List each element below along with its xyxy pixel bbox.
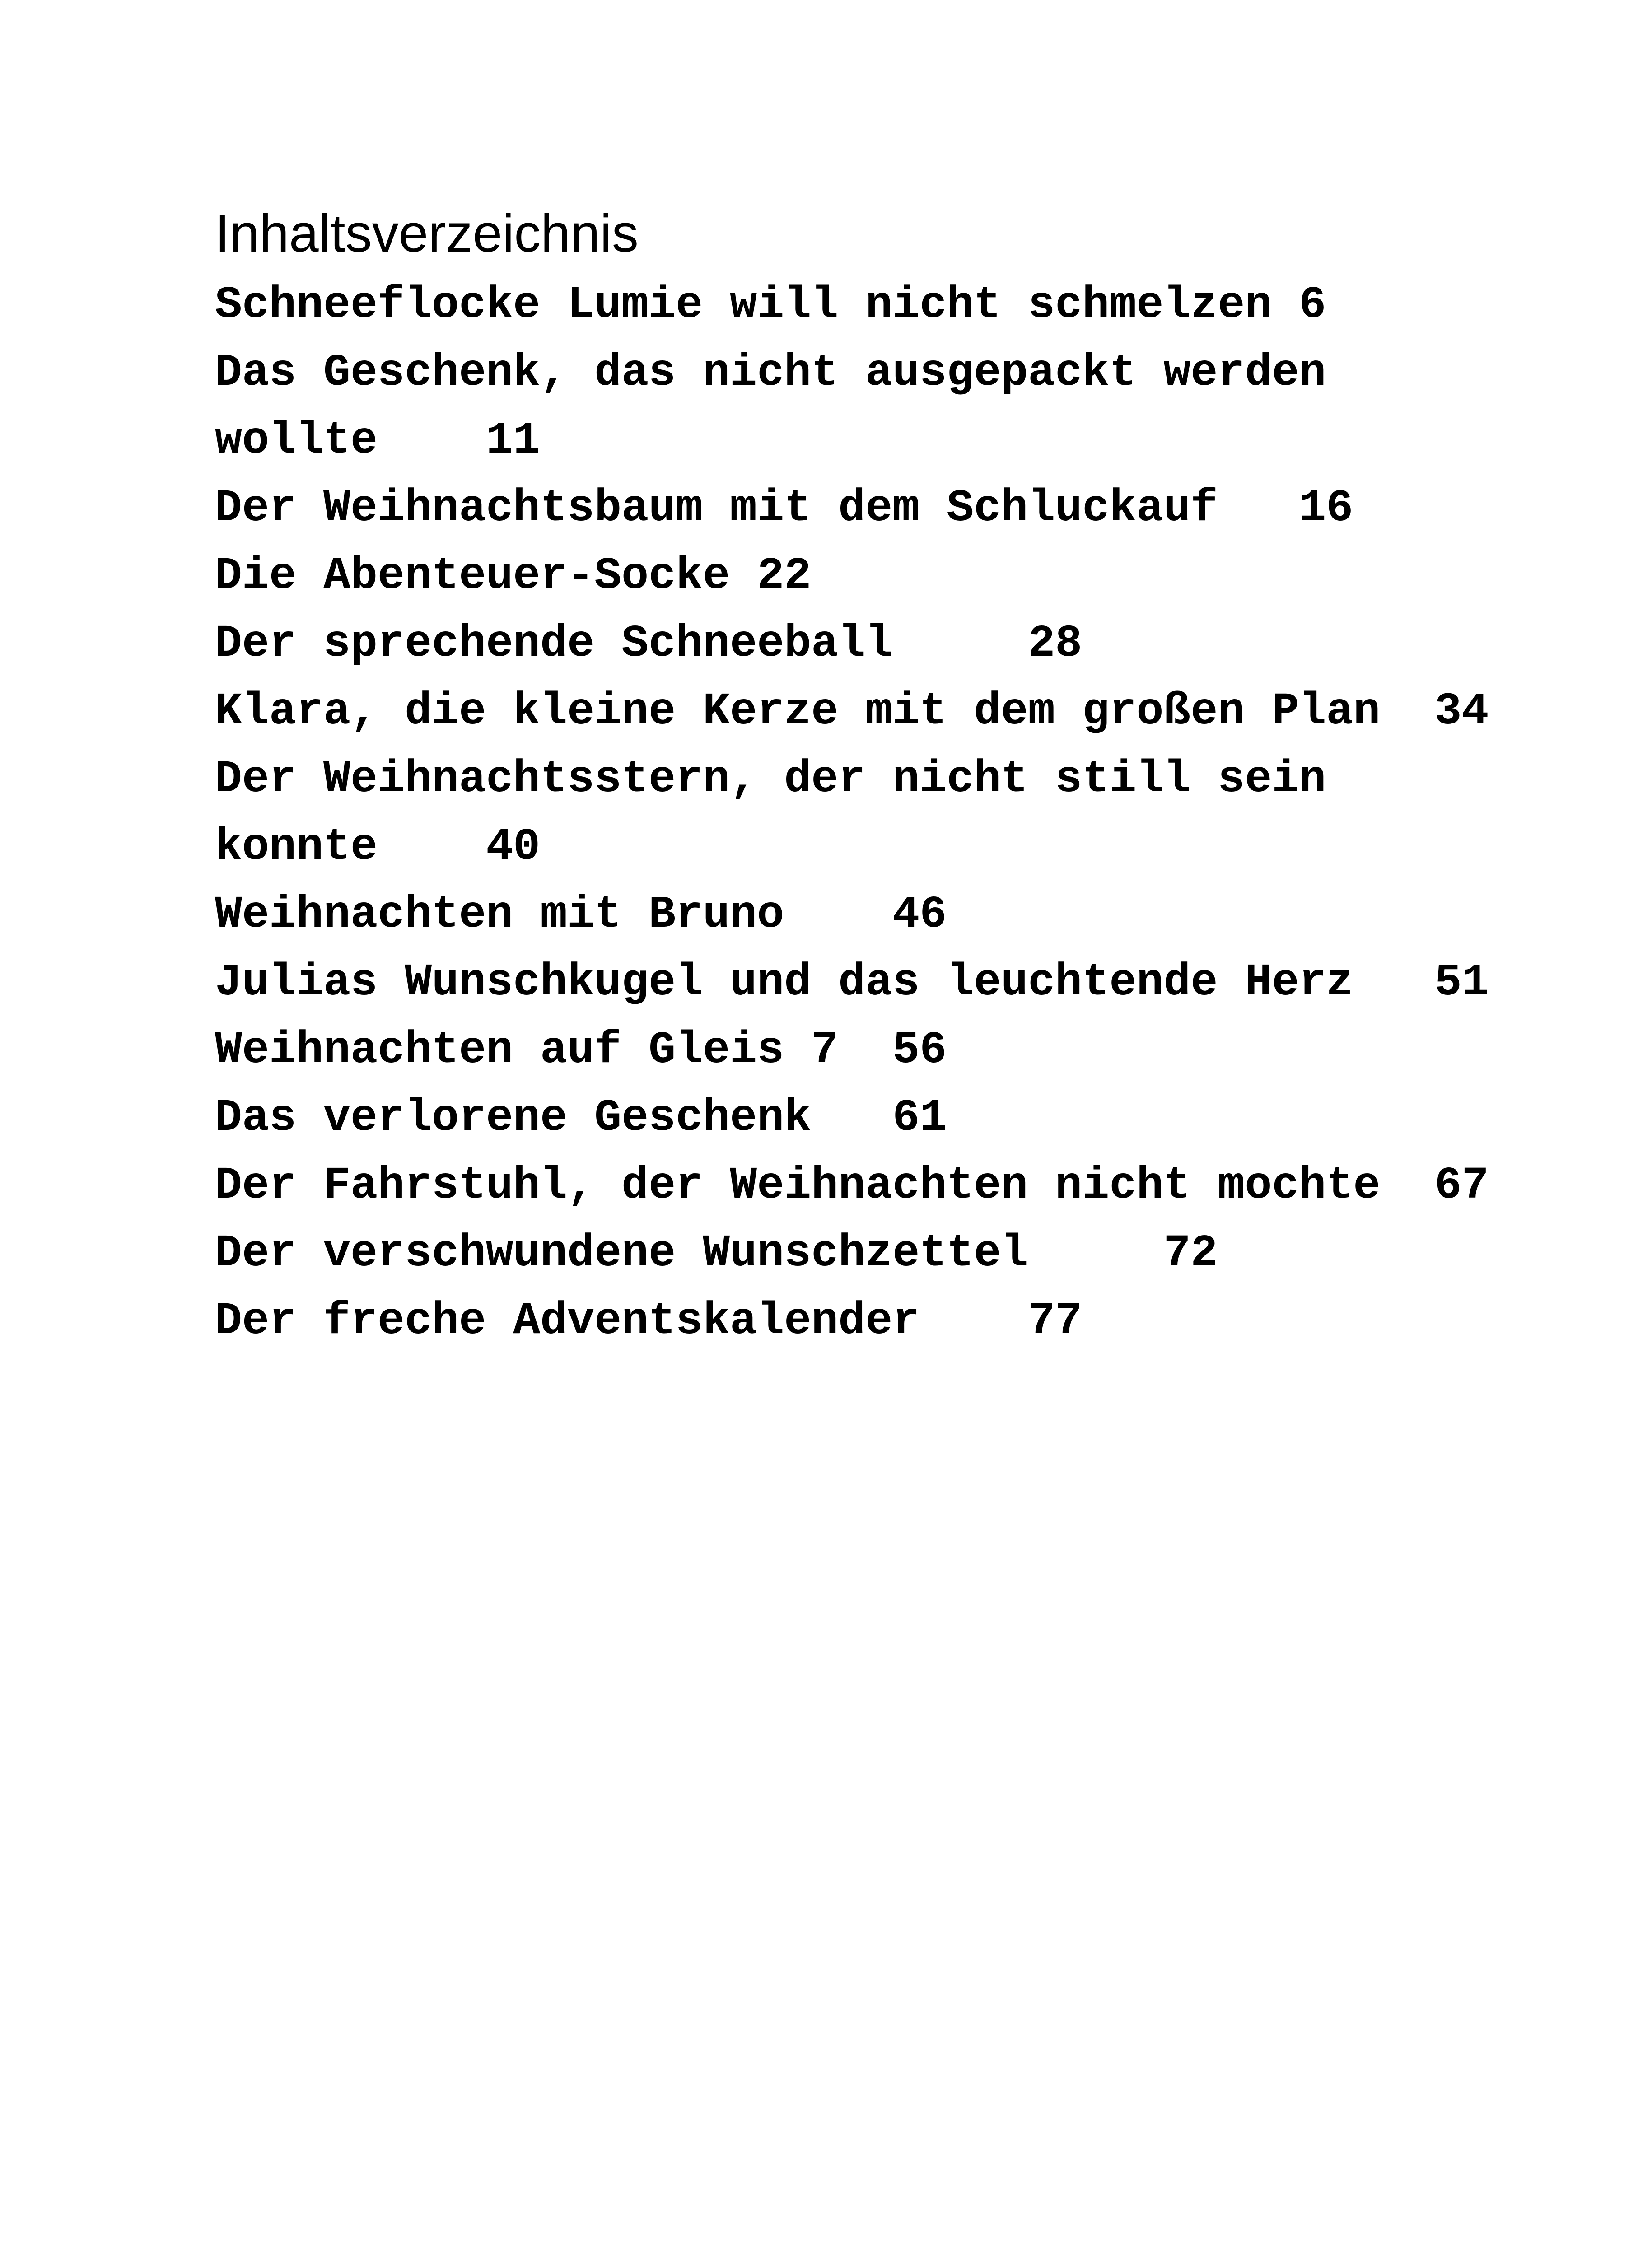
toc-entry-line: Weihnachten mit Bruno 46 <box>215 890 947 941</box>
toc-entry-line: Die Abenteuer-Socke 22 <box>215 551 812 602</box>
toc-entry-line: konnte 40 <box>215 822 541 873</box>
toc-entry-line: Der sprechende Schneeball 28 <box>215 619 1083 670</box>
toc-entry-line: Der verschwundene Wunschzettel 72 <box>215 1228 1218 1279</box>
toc-entry-line: Das Geschenk, das nicht ausgepackt werden <box>215 348 1326 399</box>
toc-heading: Inhaltsverzeichnis <box>215 204 639 263</box>
toc-list <box>215 272 1570 1356</box>
toc-entry-line: Schneeflocke Lumie will nicht schmelzen 6 <box>215 280 1326 331</box>
toc-entry-line: Klara, die kleine Kerze mit dem großen Plan 34 <box>215 686 1489 737</box>
toc-entry-line: Julias Wunschkugel und das leuchtende Herz 51 <box>215 957 1489 1008</box>
toc-entry-line: Weihnachten auf Gleis 7 56 <box>215 1025 947 1076</box>
toc-entry-line: Das verlorene Geschenk 61 <box>215 1093 947 1144</box>
toc-entry-line: Der Weihnachtsstern, der nicht still sein <box>215 754 1326 805</box>
toc-entry-line: Der Weihnachtsbaum mit dem Schluckauf 16 <box>215 483 1353 534</box>
toc-entry-line: Der Fahrstuhl, der Weihnachten nicht mochte 67 <box>215 1161 1489 1212</box>
toc-entry-line: wollte 11 <box>215 415 541 467</box>
toc-entry-line: Der freche Adventskalender 77 <box>215 1296 1083 1347</box>
